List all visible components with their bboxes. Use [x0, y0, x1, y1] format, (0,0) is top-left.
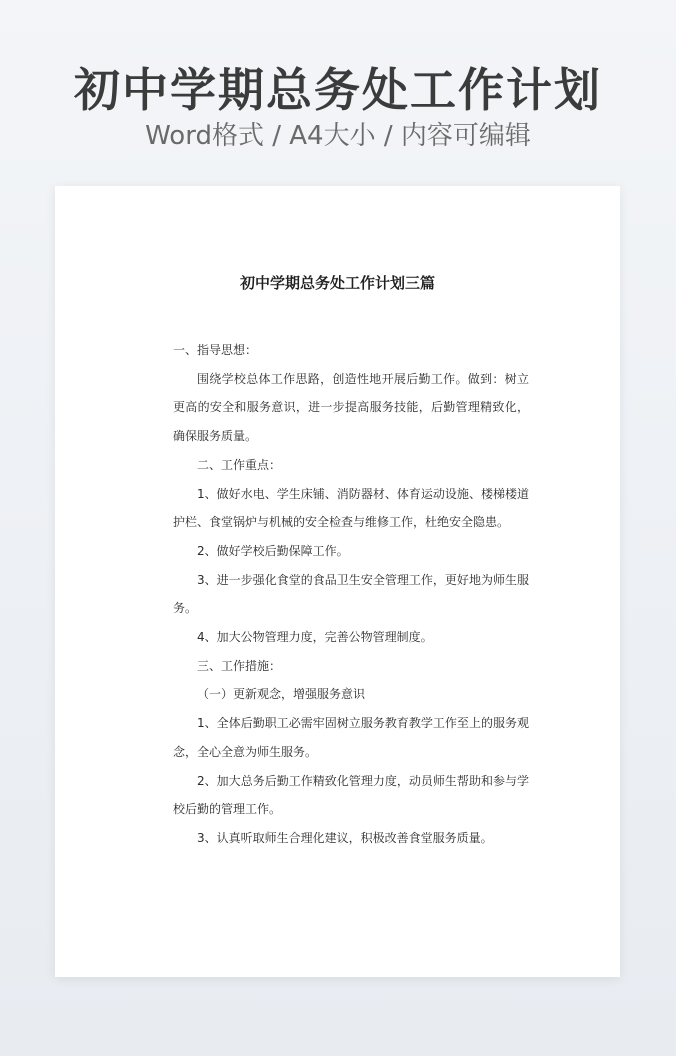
list-item: 4、加大公物管理力度，完善公物管理制度。	[197, 630, 433, 645]
list-item: 3、进一步强化食堂的食品卫生安全管理工作，更好地为师生服务。	[173, 572, 529, 616]
banner-subtitle: Word格式 / A4大小 / 内容可编辑	[145, 121, 531, 151]
paragraph: 围绕学校总体工作思路，创造性地开展后勤工作。做到：树立更高的安全和服务意识，进一步提高服务技能，后勤管理精致化，确保服务质量。	[173, 371, 529, 444]
section-heading: 三、工作措施：	[197, 658, 282, 673]
section-heading: 二、工作重点：	[197, 457, 282, 472]
document-body	[173, 336, 529, 853]
banner-title: 初中学期总务处工作计划	[74, 63, 602, 117]
list-item: 1、做好水电、学生床铺、消防器材、体育运动设施、楼梯楼道护栏、食堂锅炉与机械的安全检查与维修工作，杜绝安全隐患。	[173, 486, 529, 530]
list-item: 2、加大总务后勤工作精致化管理力度，动员师生帮助和参与学校后勤的管理工作。	[173, 773, 529, 817]
list-item: 2、做好学校后勤保障工作。	[197, 543, 349, 558]
subsection-heading: （一）更新观念，增强服务意识	[197, 687, 366, 702]
document-title: 初中学期总务处工作计划三篇	[239, 274, 435, 292]
list-item: 3、认真听取师生合理化建议，积极改善食堂服务质量。	[197, 830, 493, 845]
document-page	[55, 186, 620, 977]
section-heading: 一、指导思想：	[173, 343, 258, 357]
list-item: 1、全体后勤职工必需牢固树立服务教育教学工作至上的服务观念，全心全意为师生服务。	[173, 716, 529, 759]
